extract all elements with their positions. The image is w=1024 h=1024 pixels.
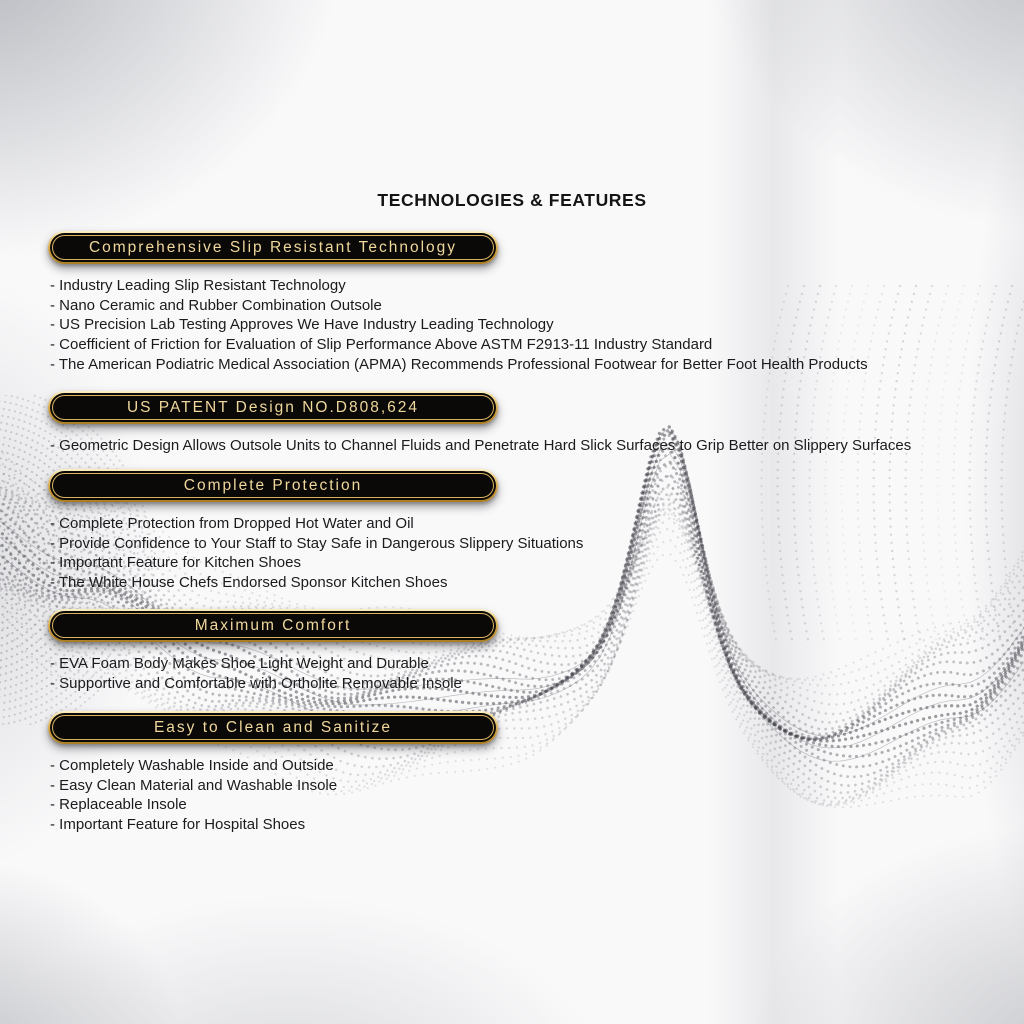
feature-item: - Coefficient of Friction for Evaluation of Slip Performance Above ASTM F2913-11 Industry Standard <box>50 336 713 354</box>
section-heading-label: Complete Protection <box>183 476 363 494</box>
feature-item: - The American Podiatric Medical Association (APMA) Recommends Professional Footwear for Better Foot Health Products <box>50 355 868 373</box>
feature-list-patent <box>50 436 1000 456</box>
feature-item: - Geometric Design Allows Outsole Units to Channel Fluids and Penetrate Hard Slick Surfaces to Grip Better on Slippery Surfaces <box>50 437 912 454</box>
pill-inner-ring <box>50 471 496 500</box>
feature-item: - Complete Protection from Dropped Hot Water and Oil <box>50 515 414 532</box>
feature-list-comfort <box>50 654 1000 693</box>
pill-face <box>52 473 494 498</box>
pill-face <box>52 715 494 740</box>
section-heading-label: Easy to Clean and Sanitize <box>153 718 393 736</box>
feature-item: - Easy Clean Material and Washable Insole <box>50 776 338 794</box>
section-heading-pill-comfort <box>48 609 498 642</box>
section-heading-label: Comprehensive Slip Resistant Technology <box>88 238 458 256</box>
page-title: TECHNOLOGIES & FEATURES <box>377 190 647 210</box>
pill-face <box>52 395 494 420</box>
pill-inner-ring <box>50 611 496 640</box>
pill-inner-ring <box>50 713 496 742</box>
pill-inner-ring <box>50 233 496 262</box>
feature-list-clean <box>50 756 1000 835</box>
section-heading-label: Maximum Comfort <box>194 616 352 634</box>
feature-item: - Industry Leading Slip Resistant Technology <box>50 277 346 294</box>
section-heading-pill-slip-resistant <box>48 231 498 264</box>
pill-face <box>52 613 494 638</box>
section-heading-pill-patent <box>48 391 498 424</box>
feature-item: - US Precision Lab Testing Approves We Have Industry Leading Technology <box>50 316 554 334</box>
section-heading-pill-clean <box>48 711 498 744</box>
feature-item: - Important Feature for Hospital Shoes <box>50 816 306 834</box>
feature-item: - Replaceable Insole <box>50 796 187 814</box>
section-heading-pill-protection <box>48 469 498 502</box>
feature-item: - Provide Confidence to Your Staff to Stay Safe in Dangerous Slippery Situations <box>50 534 584 552</box>
pill-inner-ring <box>50 393 496 422</box>
feature-item: - Supportive and Comfortable with Ortholite Removable Insole <box>50 674 462 692</box>
feature-item: - The White House Chefs Endorsed Sponsor Kitchen Shoes <box>50 574 448 592</box>
feature-list-slip-resistant <box>50 276 1000 375</box>
feature-item: - Nano Ceramic and Rubber Combination Outsole <box>50 296 382 314</box>
pill-face <box>52 235 494 260</box>
feature-list-protection <box>50 514 1000 593</box>
feature-item: - Completely Washable Inside and Outside <box>50 757 334 774</box>
feature-item: - Important Feature for Kitchen Shoes <box>50 554 301 572</box>
feature-item: - EVA Foam Body Makes Shoe Light Weight and Durable <box>50 655 429 672</box>
section-heading-label: US PATENT Design NO.D808,624 <box>126 398 420 416</box>
